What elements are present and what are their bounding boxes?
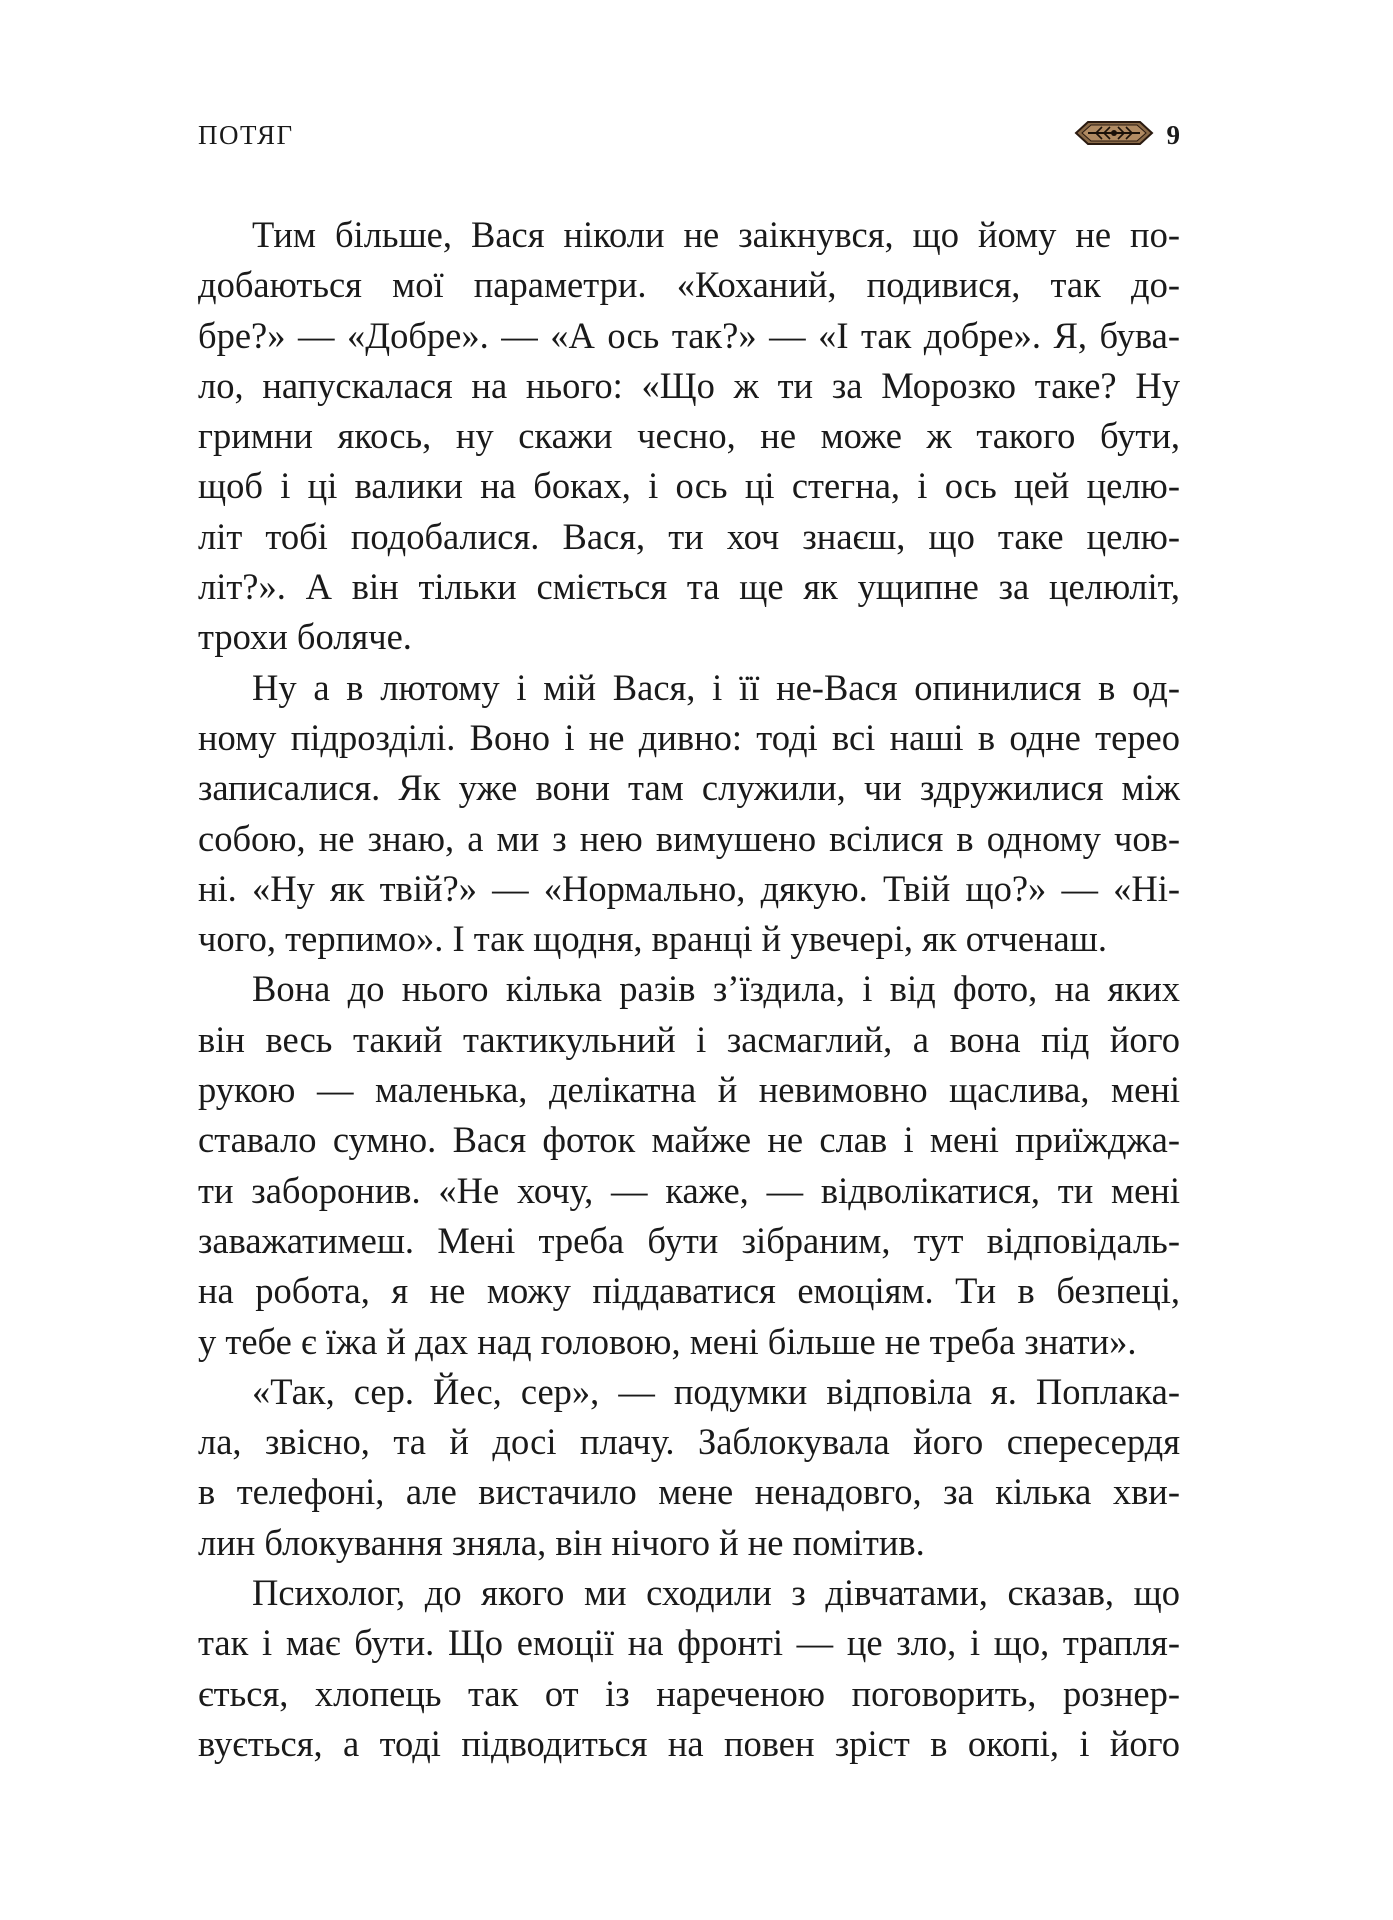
- text-line: чого, терпимо». І так щодня, вранці й увечері, як отченаш.: [198, 918, 1107, 960]
- text-line: трохи боляче.: [198, 616, 412, 658]
- text-line: Тим більше, Вася ніколи не заікнувся, що йому не по-: [252, 214, 1180, 255]
- text-line: він весь такий тактикульний і засмаглий, а вона під його: [198, 1018, 1180, 1060]
- text-line: ти заборонив. «Не хочу, — каже, — відволікатися, ти мені: [198, 1169, 1180, 1211]
- running-title: ПОТЯГ: [198, 120, 294, 150]
- running-header: [198, 116, 1180, 156]
- text-line: Психолог, до якого ми сходили з дівчатами, сказав, що: [252, 1572, 1180, 1614]
- paragraph: [198, 1367, 1180, 1568]
- paragraph: [198, 964, 1180, 1366]
- text-line: ставало сумно. Вася фоток майже не слав і мені приїжджа-: [198, 1119, 1180, 1161]
- text-line: бре?» — «Добре». — «А ось так?» — «І так добре». Я, бува-: [198, 314, 1180, 356]
- text-line: щоб і ці валики на боках, і ось ці стегна, і ось цей целю-: [198, 465, 1180, 507]
- paragraph: [198, 1568, 1180, 1769]
- text-line: в телефоні, але вистачило мене ненадовго, за кілька хви-: [198, 1471, 1180, 1513]
- paragraph: [198, 663, 1180, 965]
- page-number: 9: [1166, 120, 1180, 150]
- leaf-ornament-icon: [1074, 118, 1154, 148]
- text-line: рукою — маленька, делікатна й невимовно щаслива, мені: [198, 1069, 1180, 1111]
- text-line: літ?». А він тільки сміється та ще як ущипне за целюліт,: [198, 566, 1180, 608]
- text-line: ла, звісно, та й досі плачу. Заблокувала його спересердя: [198, 1421, 1180, 1463]
- text-line: у тебе є їжа й дах над головою, мені більше не треба знати».: [198, 1320, 1137, 1362]
- text-line: вується, а тоді підводиться на повен зріст в окопі, і його: [198, 1722, 1180, 1764]
- paragraph: [198, 210, 1180, 663]
- text-line: «Так, сер. Йес, сер», — подумки відповіла я. Поплака-: [252, 1370, 1180, 1412]
- text-line: ні. «Ну як твій?» — «Нормально, дякую. Твій що?» — «Ні-: [198, 867, 1180, 909]
- body-text: [198, 210, 1180, 1769]
- text-line: гримни якось, ну скажи чесно, не може ж такого бути,: [198, 415, 1180, 457]
- text-line: літ тобі подобалися. Вася, ти хоч знаєш, що таке целю-: [198, 515, 1180, 557]
- text-line: так і має бути. Що емоції на фронті — це зло, і що, трапля-: [198, 1622, 1180, 1664]
- text-line: лин блокування зняла, він нічого й не помітив.: [198, 1521, 925, 1563]
- text-line: ло, напускалася на нього: «Що ж ти за Морозко таке? Ну: [198, 364, 1180, 406]
- text-line: заважатимеш. Мені треба бути зібраним, тут відповідаль-: [198, 1219, 1180, 1261]
- text-line: добаються мої параметри. «Коханий, подивися, так до-: [198, 264, 1180, 306]
- text-line: записалися. Як уже вони там служили, чи здружилися між: [198, 767, 1180, 809]
- text-line: на робота, я не можу піддаватися емоціям. Ти в безпеці,: [198, 1270, 1180, 1312]
- text-line: собою, не знаю, а ми з нею вимушено всілися в одному чов-: [198, 817, 1180, 859]
- text-line: ється, хлопець так от із нареченою поговорить, рознер-: [198, 1672, 1180, 1714]
- text-line: Вона до нього кілька разів з’їздила, і від фото, на яких: [252, 968, 1180, 1010]
- text-line: ному підрозділі. Воно і не дивно: тоді всі наші в одне терео: [198, 716, 1180, 758]
- text-line: Ну а в лютому і мій Вася, і її не-Вася опинилися в од-: [252, 666, 1180, 708]
